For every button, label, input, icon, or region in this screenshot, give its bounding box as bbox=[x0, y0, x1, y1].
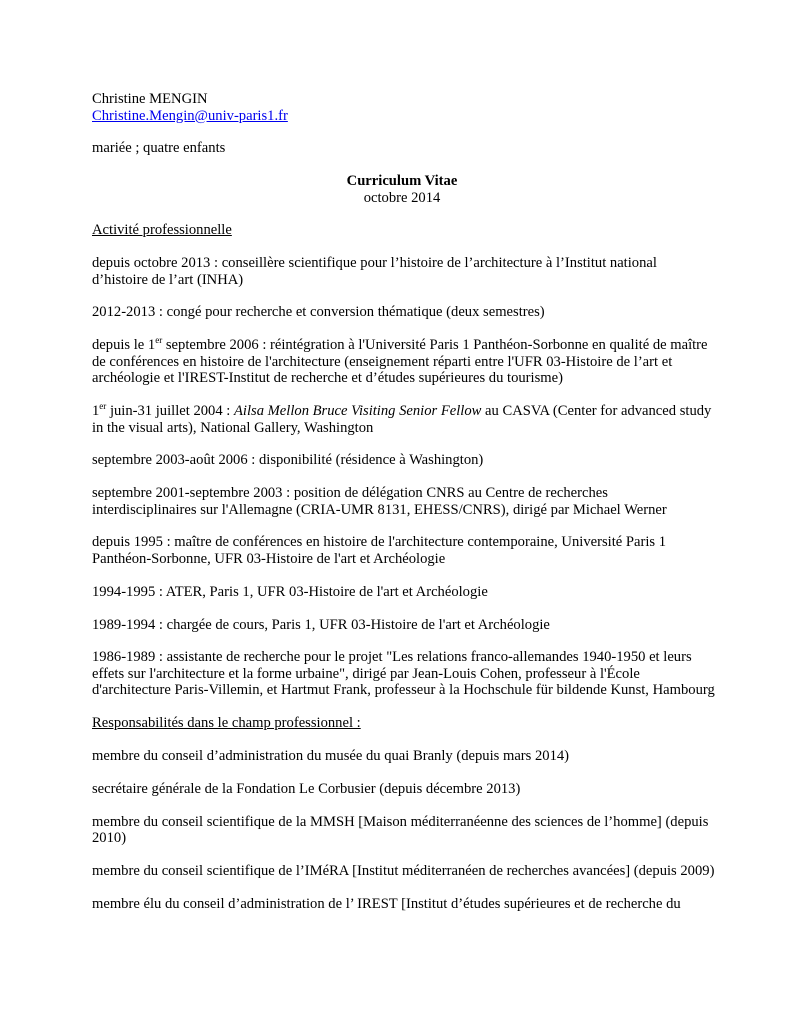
document-date: octobre 2014 bbox=[363, 189, 441, 206]
activity-entry: depuis octobre 2013 : conseillère scientifique pour l’histoire de l’architecture à l’Institut national d’histoire de l’art (INHA) bbox=[92, 255, 657, 288]
activity-entry: 1994-1995 : ATER, Paris 1, UFR 03-Histoire de l'art et Archéologie bbox=[92, 583, 488, 600]
cv-page bbox=[92, 91, 715, 912]
document-title: Curriculum Vitae bbox=[346, 173, 458, 190]
activity-entry: 1er juin-31 juillet 2004 : Ailsa Mellon Bruce Visiting Senior Fellow au CASVA (Center for advanced study in the visual arts), National Gallery, Washington bbox=[92, 401, 712, 436]
responsibility-entry: membre du conseil scientifique de la MMSH [Maison méditerranéenne des sciences de l’homme] (depuis 2010) bbox=[92, 813, 709, 847]
activity-entry: 1986-1989 : assistante de recherche pour le projet "Les relations franco-allemandes 1940-1950 et leurs effets sur l'architecture et la forme urbaine", dirigé par Jean-Louis Cohen, professeur à l'École d'architecture Paris-Villemin, et Hartmut Frank, professeur à la Hochschule für bildende Kunst, Hambourg bbox=[92, 649, 715, 699]
section-heading-responsabilites: Responsabilités dans le champ professionnel : bbox=[92, 715, 361, 732]
activity-entry: depuis 1995 : maître de conférences en histoire de l'architecture contemporaine, Université Paris 1 Panthéon-Sorbonne, UFR 03-Histoire de l'art et Archéologie bbox=[92, 534, 667, 567]
responsibility-entry: membre élu du conseil d’administration de l’ IREST [Institut d’études supérieures et de recherche du bbox=[92, 895, 681, 912]
activity-entry: 1989-1994 : chargée de cours, Paris 1, UFR 03-Histoire de l'art et Archéologie bbox=[92, 616, 550, 633]
activity-entry: depuis le 1er septembre 2006 : réintégration à l'Université Paris 1 Panthéon-Sorbonne en qualité de maître de conférences en histoire de l'architecture (enseignement réparti entre l'UFR 03-Histoire de l’art et archéologie et l'IREST-Institut de recherche et d’études supérieures du tourisme) bbox=[92, 335, 708, 387]
author-name: Christine MENGIN bbox=[92, 91, 208, 107]
email-link[interactable]: Christine.Mengin@univ-paris1.fr bbox=[92, 107, 288, 124]
family-status: mariée ; quatre enfants bbox=[92, 140, 226, 157]
responsibility-entry: membre du conseil d’administration du musée du quai Branly (depuis mars 2014) bbox=[92, 747, 570, 764]
responsibility-entry: membre du conseil scientifique de l’IMéRA [Institut méditerranéen de recherches avancées] (depuis 2009) bbox=[92, 862, 715, 879]
section-heading-activite: Activité professionnelle bbox=[92, 222, 232, 239]
activity-entry: septembre 2003-août 2006 : disponibilité (résidence à Washington) bbox=[92, 452, 484, 469]
responsibility-entry: secrétaire générale de la Fondation Le Corbusier (depuis décembre 2013) bbox=[92, 780, 521, 797]
fellowship-title: Ailsa Mellon Bruce Visiting Senior Fellow bbox=[234, 403, 482, 420]
activity-entry: 2012-2013 : congé pour recherche et conversion thématique (deux semestres) bbox=[92, 304, 545, 321]
activity-entry: septembre 2001-septembre 2003 : position de délégation CNRS au Centre de recherches interdisciplinaires sur l'Allemagne (CRIA-UMR 8131, EHESS/CNRS), dirigé par Michael Werner bbox=[92, 485, 667, 518]
